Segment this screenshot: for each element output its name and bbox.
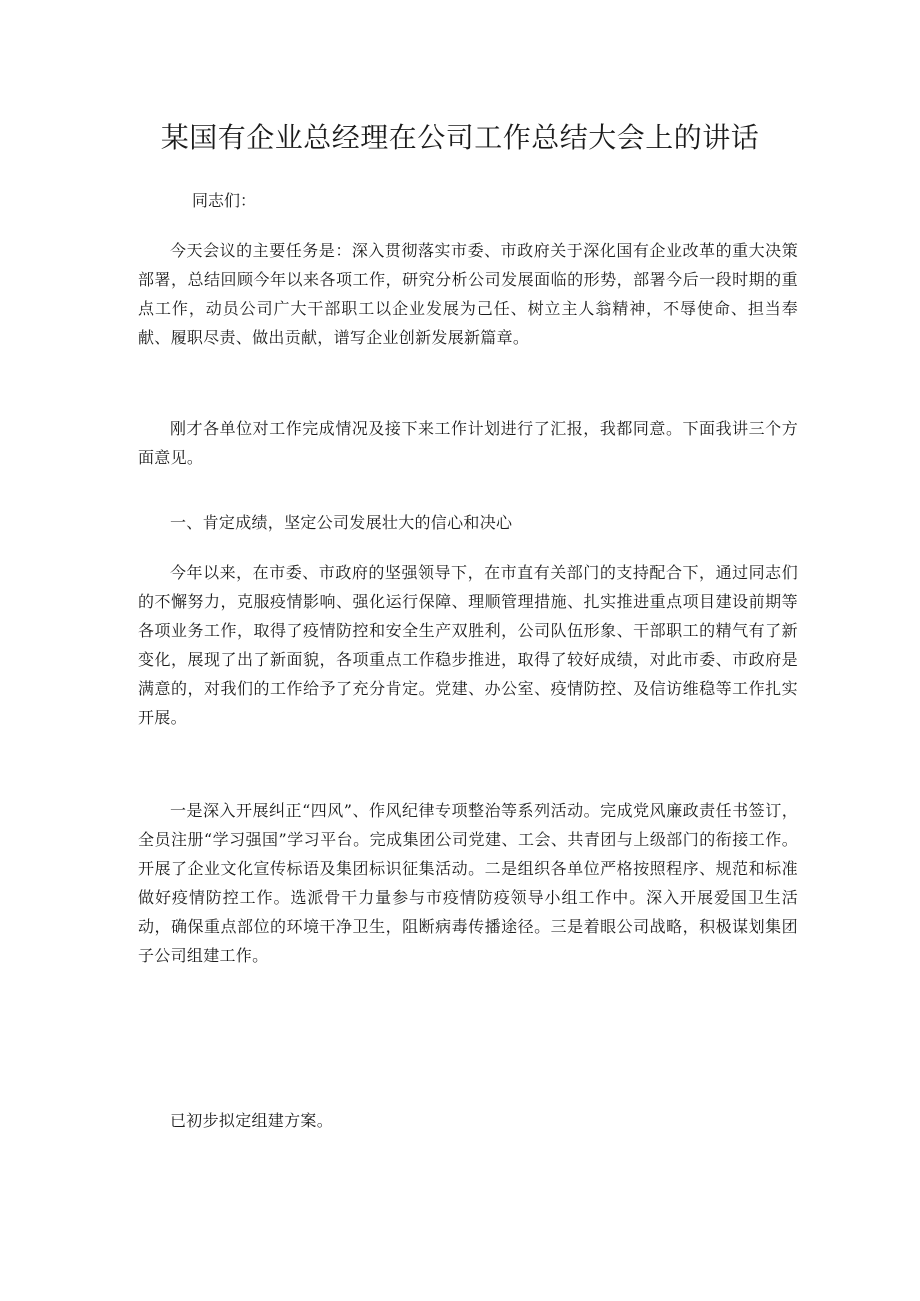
paragraph-plan: 已初步拟定组建方案。 — [170, 1111, 334, 1130]
section-heading-1: 一、肯定成绩，坚定公司发展壮大的信心和决心 — [170, 513, 513, 532]
document-title: 某国有企业总经理在公司工作总结大会上的讲话 — [160, 121, 760, 154]
paragraph-achievements: 今年以来，在市委、市政府的坚强领导下，在市直有关部门的支持配合下，通过同志们的不懈努力，克服疫情影响、强化运行保障、理顺管理措施、扎实推进重点项目建设前期等各项业务工作，取得了疫情防控和安全生产双胜利，公司队伍形象、干部职工的精气有了新变化，展现了出了新面貌，各项重点工作稳步推进，取得了较好成绩，对此市委、市政府是满意的，对我们的工作给予了充分肯定。党建、办公室、疫情防控、及信访维稳等工作扎实开展。 — [138, 563, 798, 727]
paragraph-intro: 今天会议的主要任务是：深入贯彻落实市委、市政府关于深化国有企业改革的重大决策部署，总结回顾今年以来各项工作，研究分析公司发展面临的形势，部署今后一段时期的重点工作，动员公司广大干部职工以企业发展为己任、树立主人翁精神，不辱使命、担当奉献、履职尽责、做出贡献，谱写企业创新发展新篇章。 — [138, 241, 798, 347]
paragraph-reports: 刚才各单位对工作完成情况及接下来工作计划进行了汇报，我都同意。下面我讲三个方面意见。 — [138, 419, 798, 467]
greeting: 同志们： — [192, 191, 257, 210]
paragraph-details: 一是深入开展纠正“四风”、作风纪律专项整治等系列活动。完成党风廉政责任书签订，全员注册“学习强国”学习平台。完成集团公司党建、工会、共青团与上级部门的衔接工作。开展了企业文化宣传标语及集团标识征集活动。二是组织各单位严格按照程序、规范和标准做好疫情防控工作。选派骨干力量参与市疫情防疫领导小组工作中。深入开展爱国卫生活动，确保重点部位的环境干净卫生，阻断病毒传播途径。三是着眼公司战略，积极谋划集团子公司组建工作。 — [138, 801, 798, 965]
